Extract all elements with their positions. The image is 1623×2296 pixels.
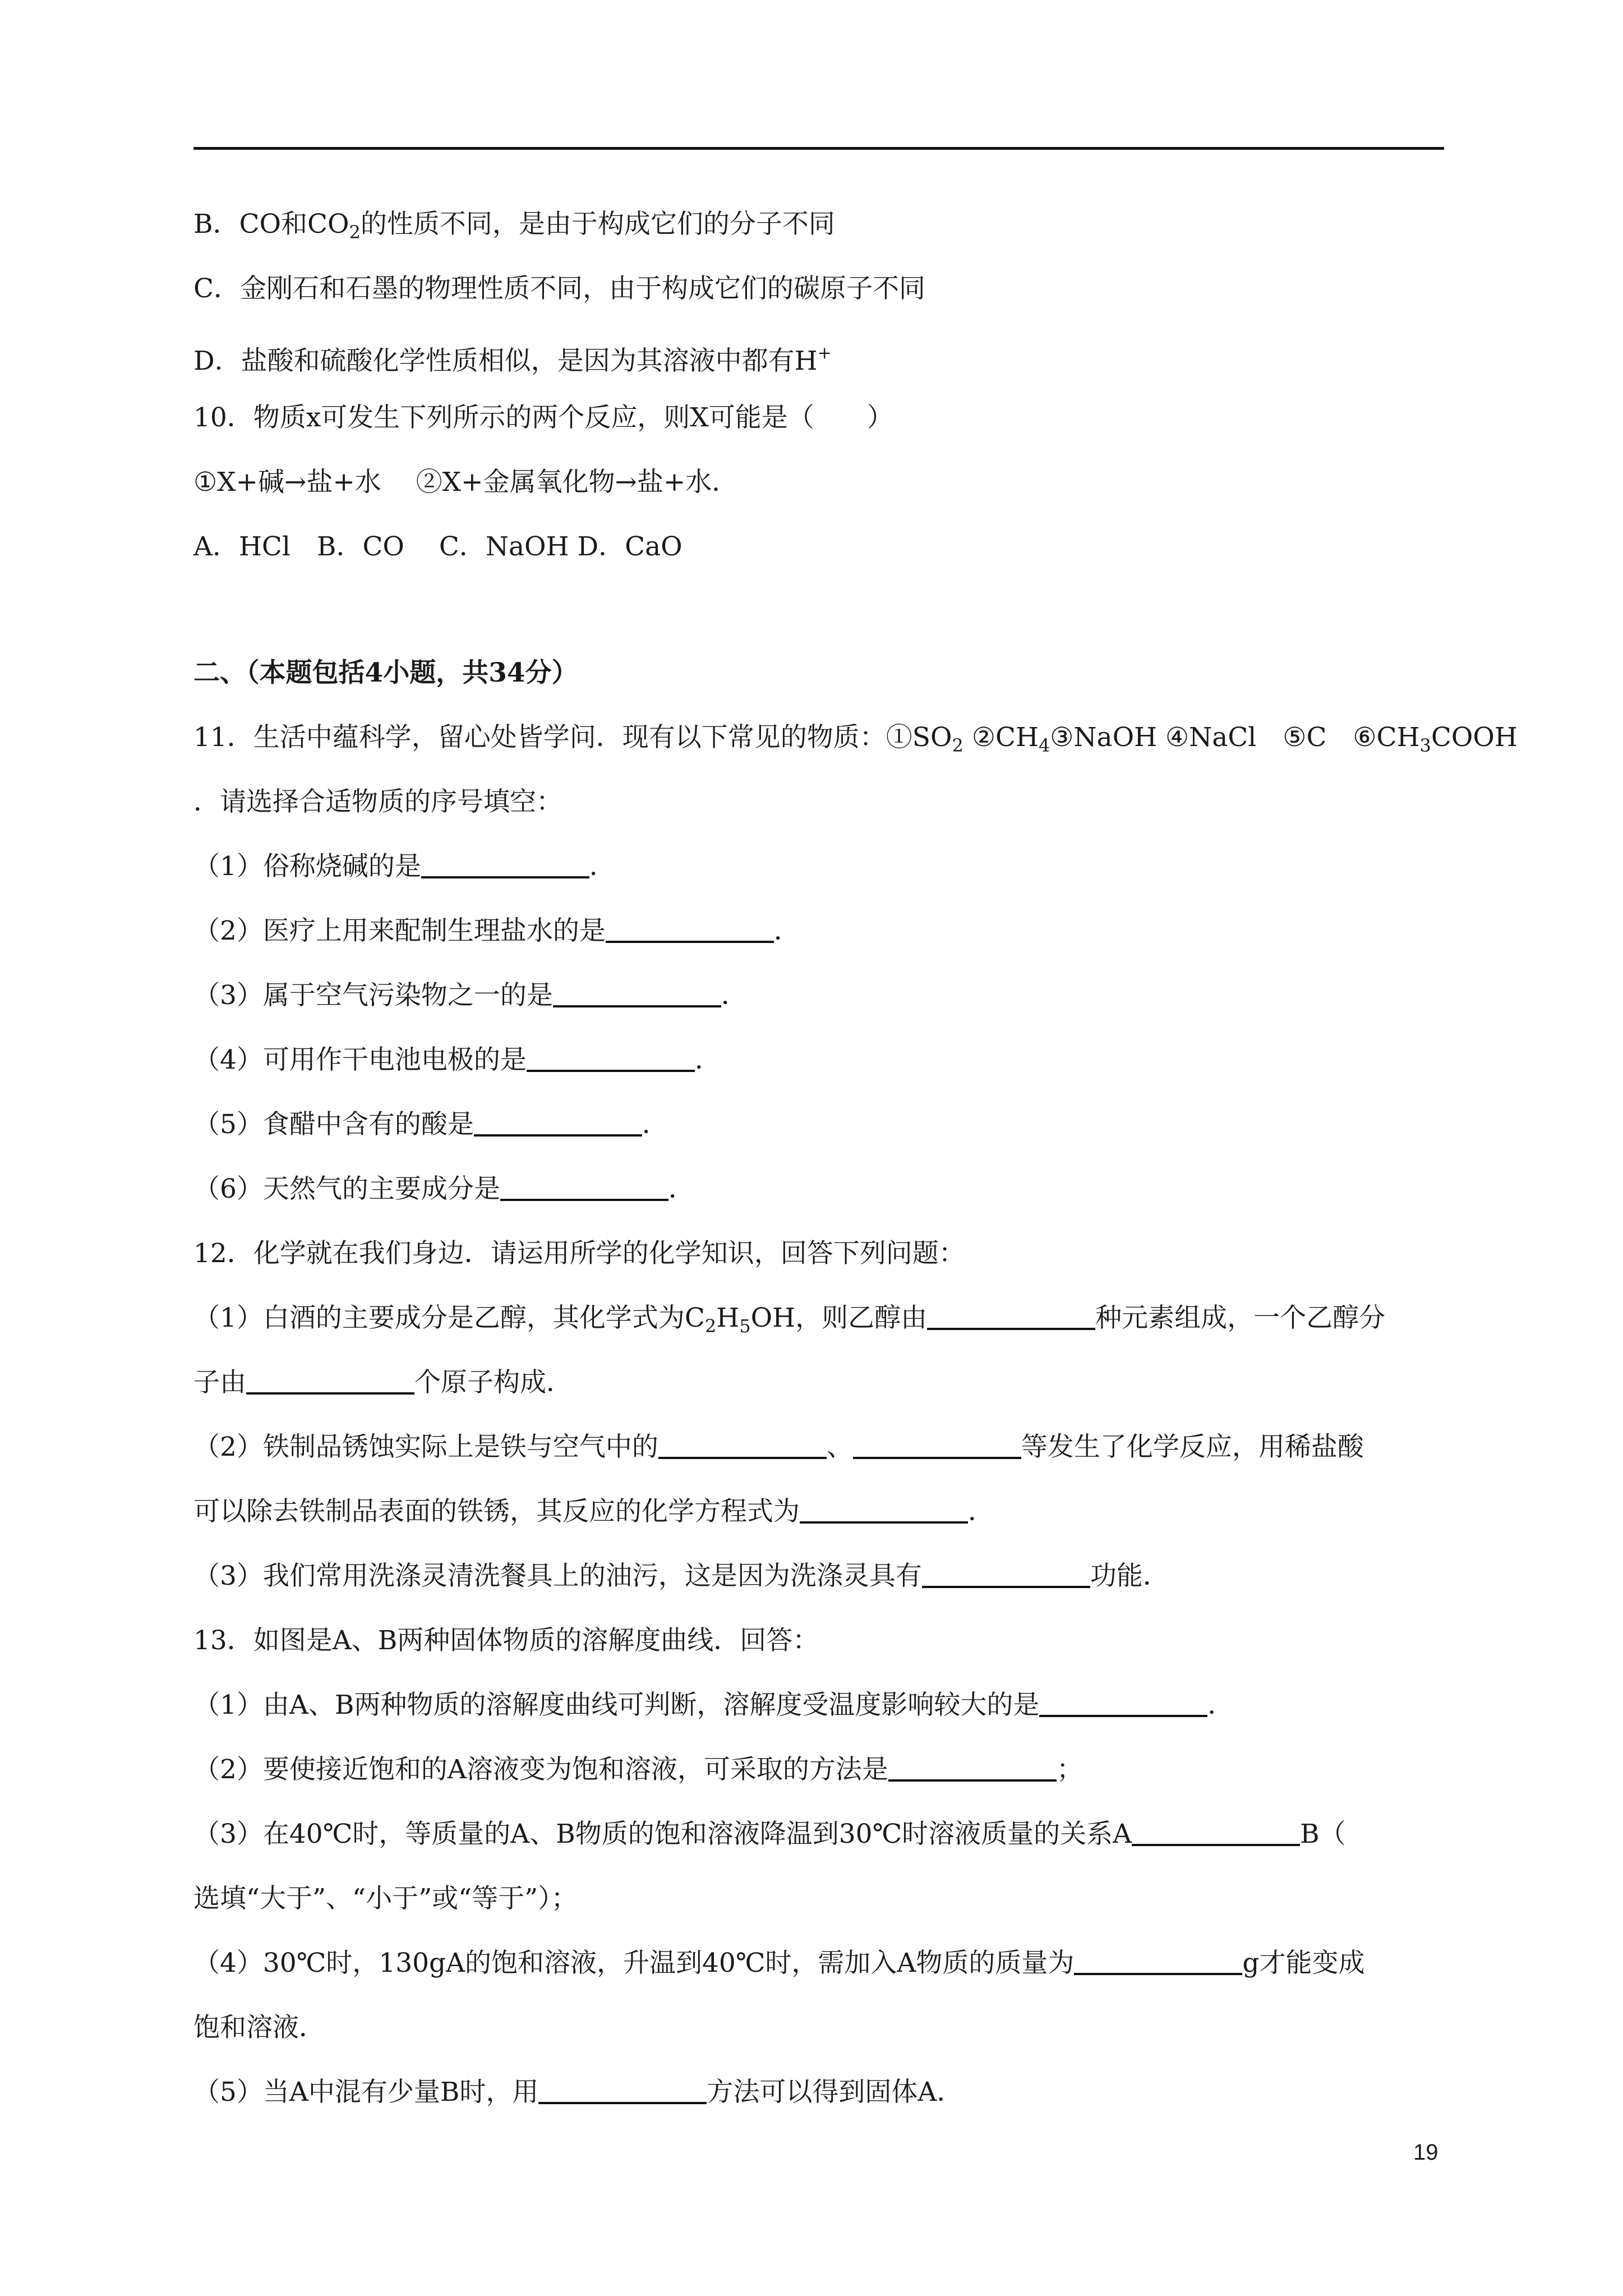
answer-blank[interactable] xyxy=(888,1755,1057,1782)
answer-blank[interactable] xyxy=(1039,1690,1207,1717)
answer-blank[interactable] xyxy=(500,1174,668,1201)
q11-item-6: （6）天然气的主要成分是 ． xyxy=(193,1174,695,1204)
q10-reactions: ①X+碱→盐+水 ②X+金属氧化物→盐+水． xyxy=(193,467,739,498)
q13-part-1: （1）由A、B两种物质的溶解度曲线可判断，溶解度受温度影响较大的是 ． xyxy=(193,1690,1234,1720)
section-2-title: 二、（本题包括4小题，共34分） xyxy=(193,657,578,688)
q12-part-3: （3）我们常用洗涤灵清洗餐具上的油污，这是因为洗涤灵具有 功能． xyxy=(193,1561,1169,1591)
header-rule xyxy=(193,147,1444,150)
answer-blank[interactable] xyxy=(853,1432,1021,1459)
q13-part-2: （2）要使接近饱和的A溶液变为饱和溶液，可采取的方法是 ； xyxy=(193,1754,1083,1785)
q10-options: A．HCl B．CO C．NaOH D．CaO xyxy=(193,531,683,562)
q13-part-4: （4）30℃时，130gA的饱和溶液，升温到40℃时，需加入A物质的质量为 g才能变成 xyxy=(193,1948,1365,1978)
q12-part-1-cont: 子由 个原子构成． xyxy=(193,1367,573,1398)
answer-blank[interactable] xyxy=(606,916,774,943)
answer-blank[interactable] xyxy=(527,1045,695,1072)
answer-blank[interactable] xyxy=(1132,1819,1300,1846)
q11-item-5: （5）食醋中含有的酸是 ． xyxy=(193,1109,668,1140)
answer-blank[interactable] xyxy=(538,2077,707,2104)
answer-blank[interactable] xyxy=(800,1497,968,1524)
answer-blank[interactable] xyxy=(553,981,721,1007)
q13-stem: 13．如图是A、B两种固体物质的溶解度曲线．回答： xyxy=(193,1625,819,1656)
q13-part-5: （5）当A中混有少量B时，用 方法可以得到固体A． xyxy=(193,2077,963,2108)
q12-stem: 12．化学就在我们身边．请运用所学的化学知识，回答下列问题： xyxy=(193,1238,965,1269)
q11-item-3: （3）属于空气污染物之一的是 ． xyxy=(193,980,748,1011)
answer-blank[interactable] xyxy=(658,1432,827,1459)
answer-blank[interactable] xyxy=(421,852,589,878)
q13-part-3: （3）在40℃时，等质量的A、B物质的饱和溶液降温到30℃时溶液质量的关系A B（ xyxy=(193,1819,1346,1849)
q11-item-4: （4）可用作干电池电极的是 ． xyxy=(193,1045,721,1075)
page-number: 19 xyxy=(1413,2140,1438,2165)
q11-stem: 11．生活中蕴科学，留心处皆学问．现有以下常见的物质：$①SO_2$ $②CH_4③NaOH$ ④NaCl ⑤C $⑥CH_3COOH$ xyxy=(193,722,1518,756)
answer-blank[interactable] xyxy=(246,1368,414,1395)
q9-option-c: C．金刚石和石墨的物理性质不同，由于构成它们的碳原子不同 xyxy=(193,273,925,304)
q9-option-d: D．盐酸和硫酸化学性质相似，是因为其溶液中都有H+ xyxy=(193,343,832,376)
q10-stem: 10．物质x可发生下列所示的两个反应，则X可能是（ ） xyxy=(193,402,893,433)
answer-blank[interactable] xyxy=(1074,1948,1242,1975)
q13-part-3-cont: 选填“大于”、“小于”或“等于”）； xyxy=(193,1883,578,1914)
answer-blank[interactable] xyxy=(927,1303,1095,1330)
q9-option-b: B．CO和$CO_2$的性质不同，是由于构成它们的分子不同 xyxy=(193,209,835,243)
q12-part-2: （2）铁制品锈蚀实际上是铁与空气中的 、 等发生了化学反应，用稀盐酸 xyxy=(193,1432,1364,1462)
q12-part-2-cont: 可以除去铁制品表面的铁锈，其反应的化学方程式为 ． xyxy=(193,1496,994,1527)
q12-part-1: （1）白酒的主要成分是乙醇，其化学式为$C_2H_5OH$，则乙醇由 种元素组成，一个乙醇分 xyxy=(193,1303,1386,1337)
answer-blank[interactable] xyxy=(474,1110,642,1137)
answer-blank[interactable] xyxy=(922,1561,1090,1588)
q11-item-1: （1）俗称烧碱的是 ． xyxy=(193,851,616,882)
q13-part-4-cont: 饱和溶液． xyxy=(193,2012,325,2043)
q11-item-2: （2）医疗上用来配制生理盐水的是 ． xyxy=(193,915,800,946)
q11-instruction: ．请选择合适物质的序号填空： xyxy=(193,786,562,817)
